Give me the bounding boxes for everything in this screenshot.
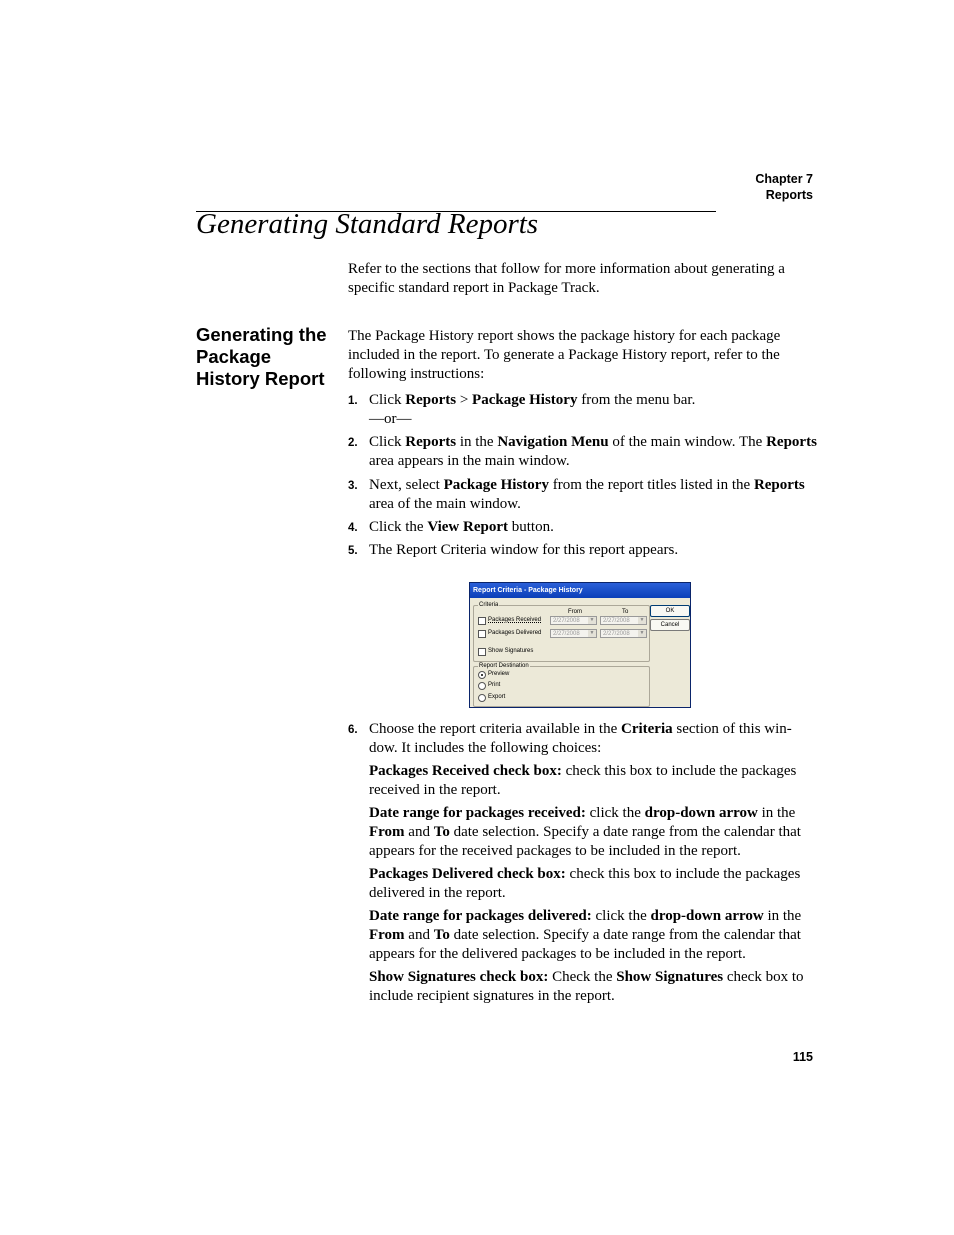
step-number: 2. [348,437,358,449]
export-radio[interactable] [478,694,486,702]
text: in the [763,908,802,924]
from-label: From [568,609,582,615]
text: in the [456,434,498,450]
show-signatures-checkbox[interactable] [478,648,486,656]
bold-text: To [433,927,450,943]
bold-text: Criteria [620,721,673,737]
destination-label: Report Destination [479,663,529,669]
text: and [404,927,434,943]
text: check this box to include the packages received in the report. [369,763,797,798]
bold-text: Reports [753,477,805,493]
bold-text: Date range for packages delivered: [369,908,592,924]
choice-show-signatures [369,968,815,1006]
criteria-label: Criteria [479,602,499,608]
text: click the [585,805,645,821]
bold-text: Packages Delivered check box: [369,866,566,882]
text: and [404,824,434,840]
text: date selection. Specify a date range from the calendar that appears for the received packages to be included in the report. [369,824,801,859]
bold-text: From [369,824,405,840]
bold-text: To [433,824,450,840]
date-value: 2/27/2008 [553,631,580,637]
text: check this box to include the packages delivered in the report. [369,866,801,901]
text: Click [369,392,406,408]
chapter-label: Chapter 7 [755,172,813,186]
text: click the [591,908,651,924]
preview-label: Preview [488,671,510,677]
bold-text: Show Signatures check box: [369,969,549,985]
print-label: Print [488,682,501,688]
chevron-down-icon[interactable]: ▼ [639,630,645,636]
step-1 [348,391,818,429]
bold-text: Navigation Menu [497,434,609,450]
section-heading: Generating the Package History Report [196,324,327,389]
dialog-titlebar: Report Criteria - Package History [470,583,690,598]
step-number: 3. [348,480,358,492]
bold-text: drop-down arrow [644,805,758,821]
received-from-date[interactable] [550,616,597,625]
bold-text: Date range for packages received: [369,805,586,821]
text: > [456,392,473,408]
print-radio[interactable] [478,682,486,690]
chevron-down-icon[interactable]: ▼ [589,630,595,636]
date-value: 2/27/2008 [603,618,630,624]
step-number: 6. [348,724,358,736]
text: Check the [548,969,617,985]
bold-text: Reports [405,392,457,408]
text: button. [508,519,554,535]
step-2 [348,433,818,471]
date-value: 2/27/2008 [553,618,580,624]
bold-text: Show Signatures [616,969,724,985]
report-criteria-dialog [469,582,691,708]
text: Choose the report criteria available in the [369,721,621,737]
text: The Report Criteria window for this report appears. [369,542,679,558]
text: Click [369,434,406,450]
to-label: To [622,609,629,615]
text: from the report titles listed in the [548,477,754,493]
text: section of this win-dow. It includes the following choices: [369,721,792,756]
choice-date-range-delivered [369,907,815,964]
date-value: 2/27/2008 [603,631,630,637]
intro-paragraph: Refer to the sections that follow for more information about generating a specific standard report in Package Track. [348,261,785,296]
text: date selection. Specify a date range from the calendar that appears for the delivered packages to be included in the report. [369,927,801,962]
chevron-down-icon[interactable]: ▼ [639,617,645,623]
bold-text: Reports [766,434,817,450]
page-number: 115 [792,1050,813,1064]
text: Next, select [369,477,444,493]
step-number: 4. [348,522,358,534]
bold-text: Package History [443,477,549,493]
text: in the [757,805,796,821]
running-header [755,171,813,203]
step-6 [348,720,818,758]
bold-text: Packages Received check box: [369,763,562,779]
page-title: Generating Standard Reports [196,208,539,240]
section-label: Reports [765,188,813,202]
or-separator: —or— [369,411,412,427]
bold-text: Package History [472,392,578,408]
delivered-from-date[interactable] [550,629,597,638]
text: Click the [369,519,428,535]
delivered-to-date[interactable] [600,629,647,638]
text: check box to include recipient signatures in the report. [369,969,804,1004]
packages-received-checkbox[interactable] [478,617,486,625]
report-destination-group [473,663,650,707]
show-signatures-label: Show Signatures [488,648,534,654]
step-number: 1. [348,395,358,407]
step-number: 5. [348,545,358,557]
text: area appears in the main window. [369,453,570,469]
text: from the menu bar. [577,392,696,408]
text: area of the main window. [369,496,521,512]
cancel-button[interactable]: Cancel [650,619,690,631]
packages-delivered-checkbox[interactable] [478,630,486,638]
choice-date-range-received [369,804,815,861]
bold-text: View Report [427,519,508,535]
choice-packages-delivered [369,865,815,903]
received-to-date[interactable] [600,616,647,625]
bold-text: From [369,927,405,943]
choice-packages-received [369,762,815,800]
bold-text: drop-down arrow [650,908,764,924]
chevron-down-icon[interactable]: ▼ [589,617,595,623]
bold-text: Reports [405,434,457,450]
packages-received-label: Packages Received [488,617,542,623]
preview-radio[interactable] [478,671,486,679]
step-4 [348,518,818,537]
packages-delivered-label: Packages Delivered [488,630,542,636]
export-label: Export [488,694,506,700]
criteria-group [473,602,650,662]
text: of the main window. The [608,434,767,450]
section-intro: The Package History report shows the package history for each package included in the report. To generate a Package History report, refer to the following instructions: [348,328,781,382]
ok-button[interactable]: OK [650,605,690,617]
step-3 [348,476,818,514]
step-5 [348,541,818,560]
